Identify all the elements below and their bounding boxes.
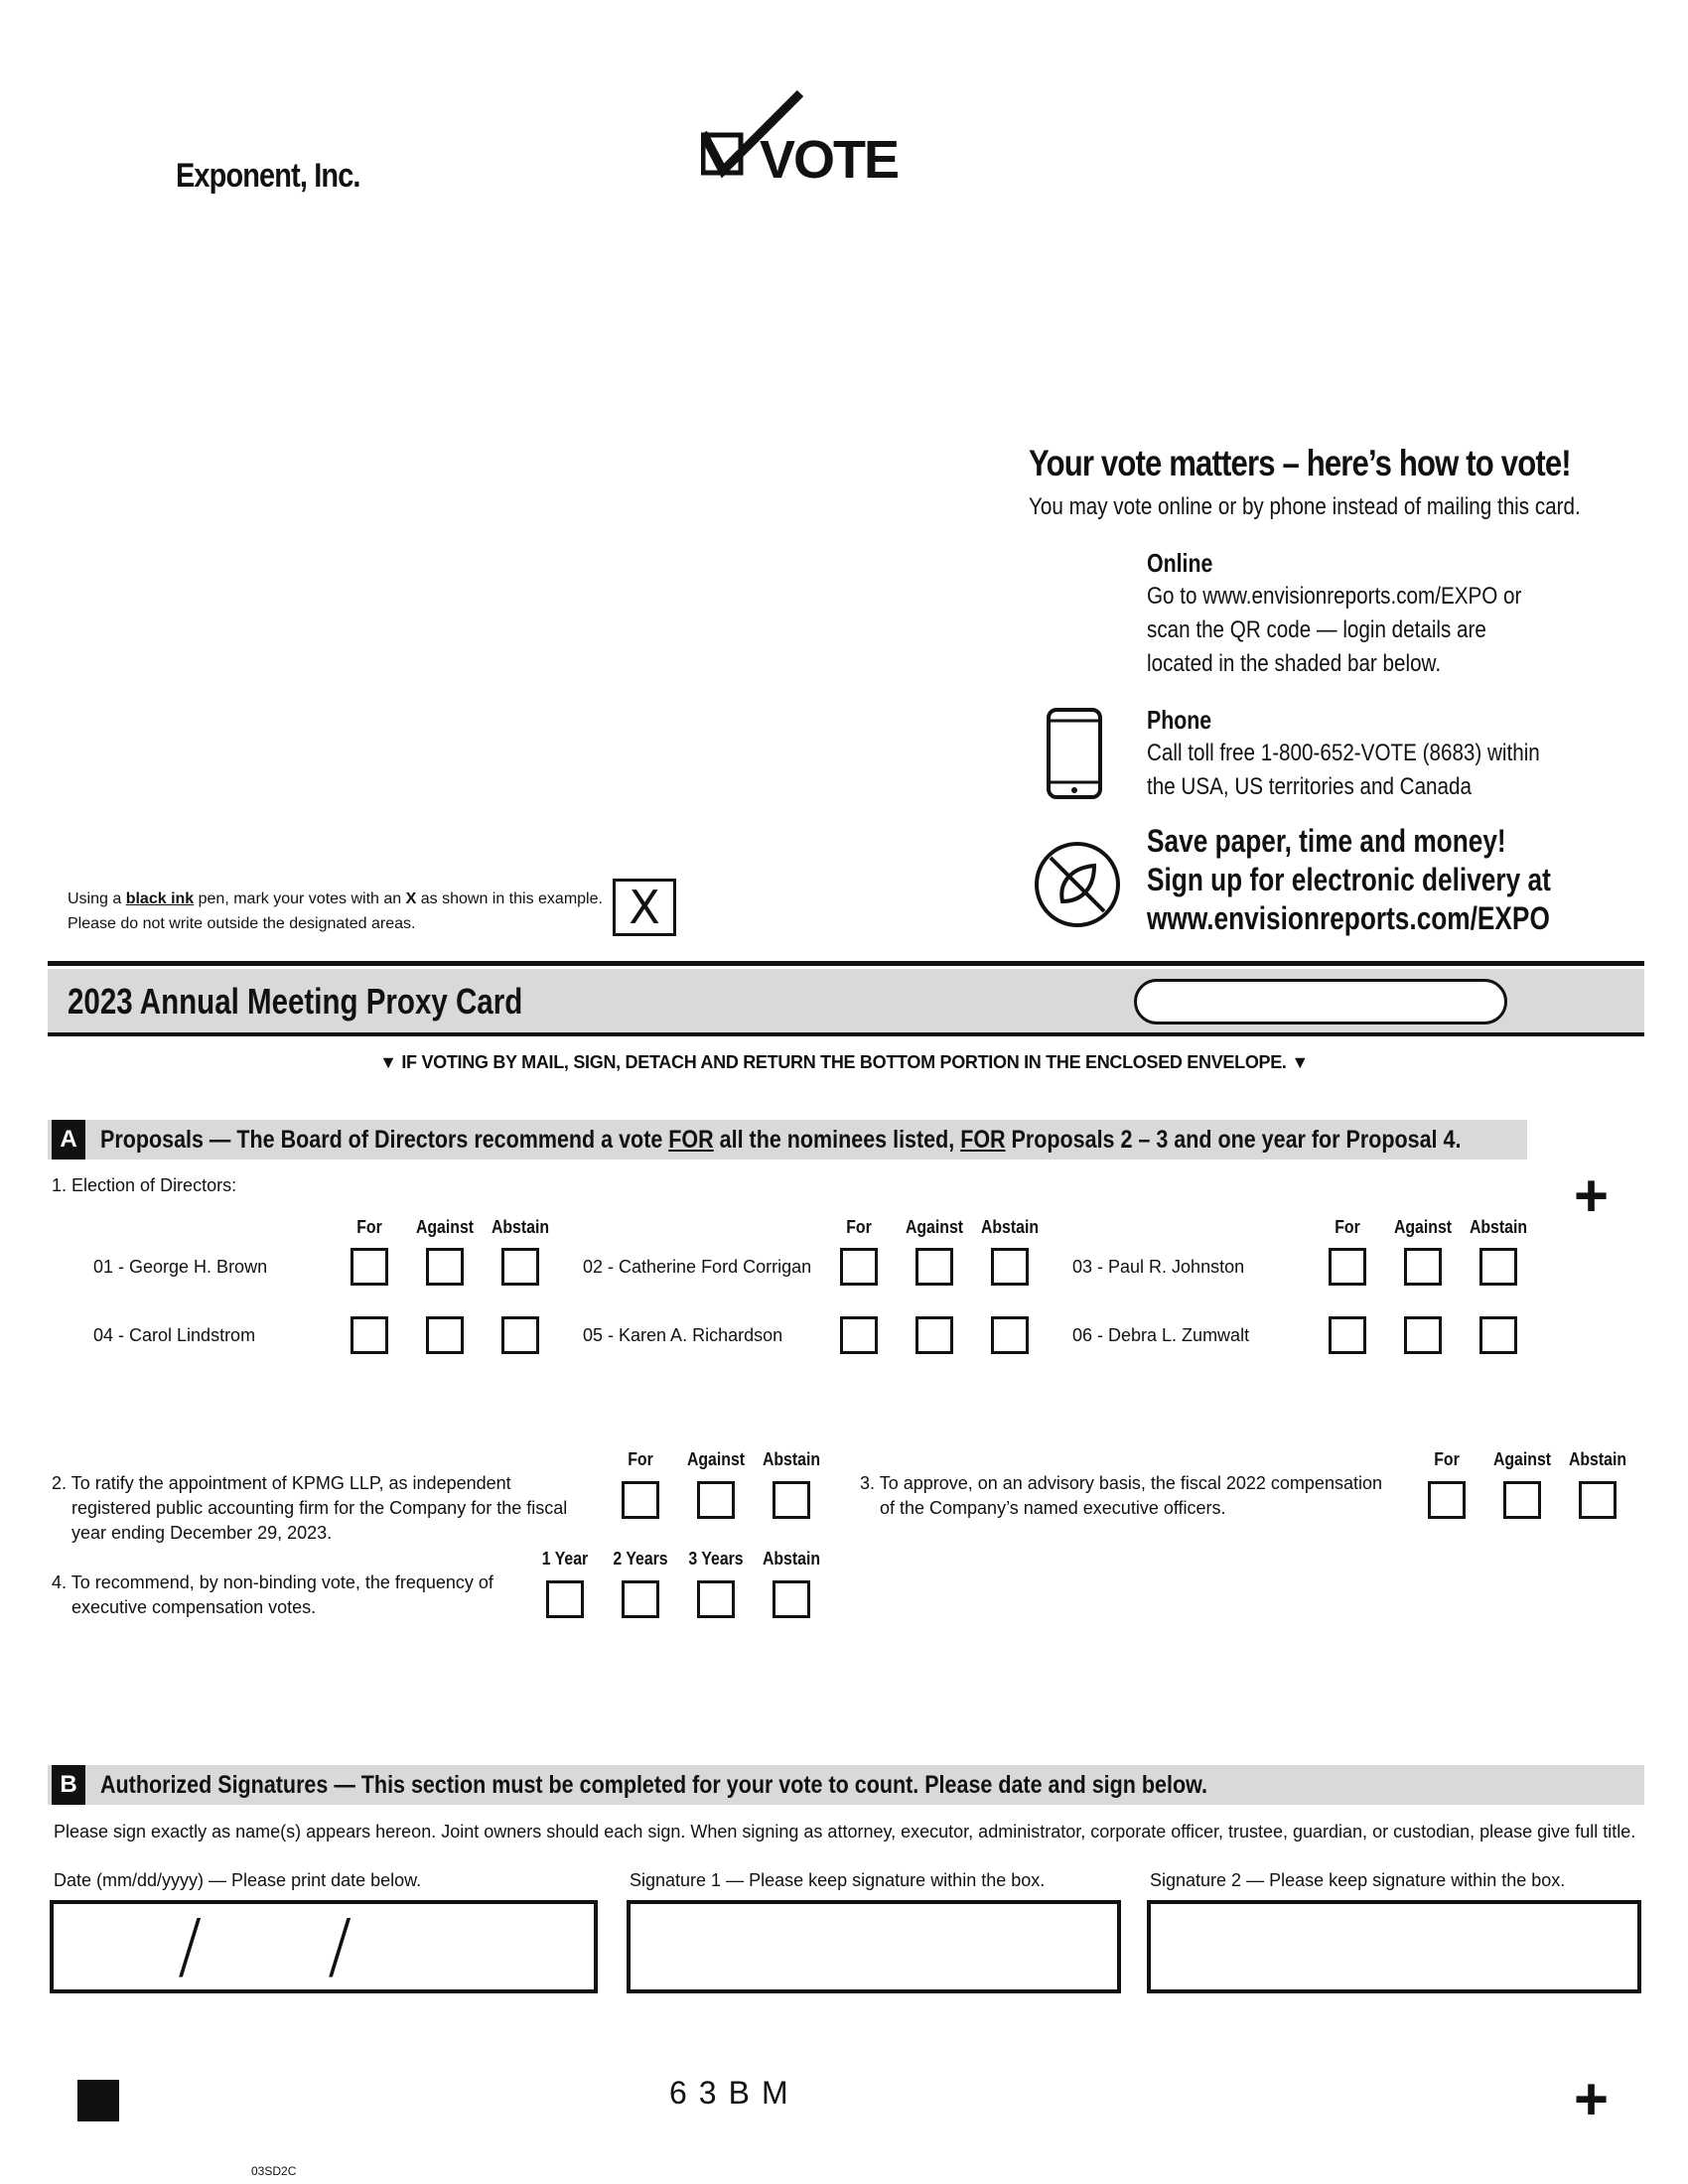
leaf-icon	[1033, 840, 1122, 929]
proposal-2-abstain-checkbox[interactable]	[773, 1481, 810, 1519]
nominee-03-against-checkbox[interactable]	[1404, 1248, 1442, 1286]
col-abstain: Abstain	[980, 1217, 1040, 1237]
registration-plus-mark: +	[1574, 2066, 1610, 2132]
section-b-letter: B	[52, 1765, 85, 1805]
form-code: 63BM	[669, 2075, 800, 2111]
proposal-line: of the Company’s named executive officers.	[880, 1498, 1226, 1518]
proposal-line: year ending December 29, 2023.	[71, 1523, 333, 1543]
nominee-06-abstain-checkbox[interactable]	[1479, 1316, 1517, 1354]
online-line: scan the QR code — login details are	[1147, 616, 1486, 643]
col-abstain: Abstain	[762, 1549, 821, 1569]
proposal-line: executive compensation votes.	[71, 1597, 317, 1617]
nominee-name: 04 - Carol Lindstrom	[93, 1325, 256, 1345]
print-code: 03SD2C	[251, 2164, 297, 2178]
section-b-title: Authorized Signatures — This section must be completed for your vote to count. Please date and sign below.	[100, 1771, 1207, 1799]
section-a-title	[100, 1120, 1461, 1160]
online-line: Go to www.envisionreports.com/EXPO or	[1147, 583, 1522, 610]
col-against: Against	[1492, 1449, 1552, 1469]
vote-logo-text: VOTE	[760, 130, 899, 190]
nominee-02-for-checkbox[interactable]	[840, 1248, 878, 1286]
nominee-01-against-checkbox[interactable]	[426, 1248, 464, 1286]
sec-a-part: all the nominees listed,	[713, 1126, 961, 1154]
phone-icon	[1046, 707, 1103, 800]
nominee-name: 05 - Karen A. Richardson	[583, 1325, 783, 1345]
phone-line: the USA, US territories and Canada	[1147, 773, 1472, 800]
example-marked-box: X	[613, 879, 676, 936]
proposal-2-for-checkbox[interactable]	[622, 1481, 659, 1519]
control-number-box	[1134, 979, 1507, 1024]
edelivery-line: www.envisionreports.com/EXPO	[1147, 900, 1550, 936]
nominee-02-against-checkbox[interactable]	[915, 1248, 953, 1286]
sec-a-part: Proposals — The Board of Directors recommend a vote	[100, 1126, 669, 1154]
nominee-06-against-checkbox[interactable]	[1404, 1316, 1442, 1354]
instr-ink: black ink	[125, 890, 195, 907]
col-for: For	[356, 1217, 382, 1237]
nominee-01-abstain-checkbox[interactable]	[501, 1248, 539, 1286]
sec-a-for: FOR	[960, 1126, 1006, 1154]
date-separator: /	[178, 1904, 203, 1987]
nominee-02-abstain-checkbox[interactable]	[991, 1248, 1029, 1286]
sec-a-part: Proposals 2 – 3 and one year for Proposal 4.	[1005, 1126, 1462, 1154]
signature-2-field[interactable]	[1147, 1900, 1641, 1993]
registration-plus-mark: +	[1574, 1162, 1610, 1229]
proposal-4-2-years-checkbox[interactable]	[622, 1580, 659, 1618]
vote-subheading: You may vote online or by phone instead of mailing this card.	[1029, 493, 1581, 520]
nominee-03-abstain-checkbox[interactable]	[1479, 1248, 1517, 1286]
col-for: For	[628, 1449, 653, 1469]
sec-a-for: FOR	[668, 1126, 714, 1154]
col-2-years: 2 Years	[613, 1549, 668, 1569]
proposal-4-text	[52, 1570, 528, 1620]
online-title: Online	[1147, 548, 1213, 578]
instr-text: pen, mark your votes with an	[194, 890, 406, 907]
proposal-line: 2. To ratify the appointment of KPMG LLP, as independent	[52, 1473, 511, 1493]
col-for: For	[1335, 1217, 1360, 1237]
edelivery-promo	[1147, 822, 1551, 938]
proposal-4-1-year-checkbox[interactable]	[546, 1580, 584, 1618]
proposal-line: registered public accounting firm for the Company for the fiscal	[71, 1498, 568, 1518]
phone-instructions	[1147, 737, 1625, 804]
col-against: Against	[905, 1217, 964, 1237]
proposal-3-for-checkbox[interactable]	[1428, 1481, 1466, 1519]
col-for: For	[1434, 1449, 1460, 1469]
edelivery-line: Sign up for electronic delivery at	[1147, 862, 1551, 897]
nominee-05-abstain-checkbox[interactable]	[991, 1316, 1029, 1354]
col-abstain: Abstain	[1568, 1449, 1627, 1469]
phone-line: Call toll free 1-800-652-VOTE (8683) within	[1147, 740, 1540, 766]
nominee-05-for-checkbox[interactable]	[840, 1316, 878, 1354]
registration-square	[77, 2080, 119, 2121]
proposal-4-3-years-checkbox[interactable]	[697, 1580, 735, 1618]
nominee-04-against-checkbox[interactable]	[426, 1316, 464, 1354]
signature-2-label: Signature 2 — Please keep signature within the box.	[1150, 1870, 1566, 1890]
proposal-3-against-checkbox[interactable]	[1503, 1481, 1541, 1519]
col-3-years: 3 Years	[688, 1549, 744, 1569]
proposal-2-against-checkbox[interactable]	[697, 1481, 735, 1519]
mail-instruction: ▼ IF VOTING BY MAIL, SIGN, DETACH AND RETURN THE BOTTOM PORTION IN THE ENCLOSED ENVELOPE. ▼	[379, 1052, 1309, 1072]
signature-instructions: Please sign exactly as name(s) appears hereon. Joint owners should each sign. When signing as attorney, executor, administrator, corporate officer, trustee, guardian, or custodian, please give full title.	[54, 1822, 1636, 1842]
section-a-letter: A	[52, 1120, 85, 1160]
vote-heading: Your vote matters – here’s how to vote!	[1029, 443, 1571, 483]
nominee-name: 02 - Catherine Ford Corrigan	[583, 1257, 812, 1277]
nominee-03-for-checkbox[interactable]	[1329, 1248, 1366, 1286]
nominee-06-for-checkbox[interactable]	[1329, 1316, 1366, 1354]
company-name: Exponent, Inc.	[176, 157, 360, 195]
signature-1-label: Signature 1 — Please keep signature within the box.	[630, 1870, 1046, 1890]
nominee-name: 03 - Paul R. Johnston	[1072, 1257, 1245, 1277]
col-abstain: Abstain	[762, 1449, 821, 1469]
instr-x: X	[405, 890, 417, 907]
nominee-name: 06 - Debra L. Zumwalt	[1072, 1325, 1250, 1345]
phone-title: Phone	[1147, 705, 1212, 735]
online-line: located in the shaded bar below.	[1147, 650, 1442, 677]
instr-line2: Please do not write outside the designated areas.	[68, 915, 416, 932]
nominee-01-for-checkbox[interactable]	[351, 1248, 388, 1286]
date-label: Date (mm/dd/yyyy) — Please print date below.	[54, 1870, 422, 1890]
nominee-name: 01 - George H. Brown	[93, 1257, 268, 1277]
nominee-05-against-checkbox[interactable]	[915, 1316, 953, 1354]
date-field[interactable]	[50, 1900, 598, 1993]
divider	[48, 1032, 1644, 1036]
col-against: Against	[415, 1217, 475, 1237]
col-for: For	[846, 1217, 872, 1237]
online-instructions	[1147, 580, 1625, 681]
nominee-04-for-checkbox[interactable]	[351, 1316, 388, 1354]
proposal-4-abstain-checkbox[interactable]	[773, 1580, 810, 1618]
date-separator: /	[328, 1904, 352, 1987]
col-abstain: Abstain	[1469, 1217, 1528, 1237]
proposal-2-text	[52, 1471, 628, 1546]
col-against: Against	[1393, 1217, 1453, 1237]
col-1-year: 1 Year	[541, 1549, 589, 1569]
proposal-line: 3. To approve, on an advisory basis, the fiscal 2022 compensation	[860, 1473, 1382, 1493]
election-label: 1. Election of Directors:	[52, 1175, 237, 1195]
signature-1-field[interactable]	[627, 1900, 1121, 1993]
nominee-04-abstain-checkbox[interactable]	[501, 1316, 539, 1354]
instr-text: as shown in this example.	[416, 890, 603, 907]
proxy-card-title: 2023 Annual Meeting Proxy Card	[68, 981, 523, 1022]
proposal-3-text	[860, 1471, 1416, 1521]
divider	[48, 961, 1644, 966]
col-against: Against	[686, 1449, 746, 1469]
proposal-line: 4. To recommend, by non-binding vote, the frequency of	[52, 1572, 493, 1592]
edelivery-line: Save paper, time and money!	[1147, 823, 1506, 859]
proposal-3-abstain-checkbox[interactable]	[1579, 1481, 1617, 1519]
col-abstain: Abstain	[491, 1217, 550, 1237]
instr-text: Using a	[68, 890, 126, 907]
marking-instructions	[68, 887, 603, 936]
